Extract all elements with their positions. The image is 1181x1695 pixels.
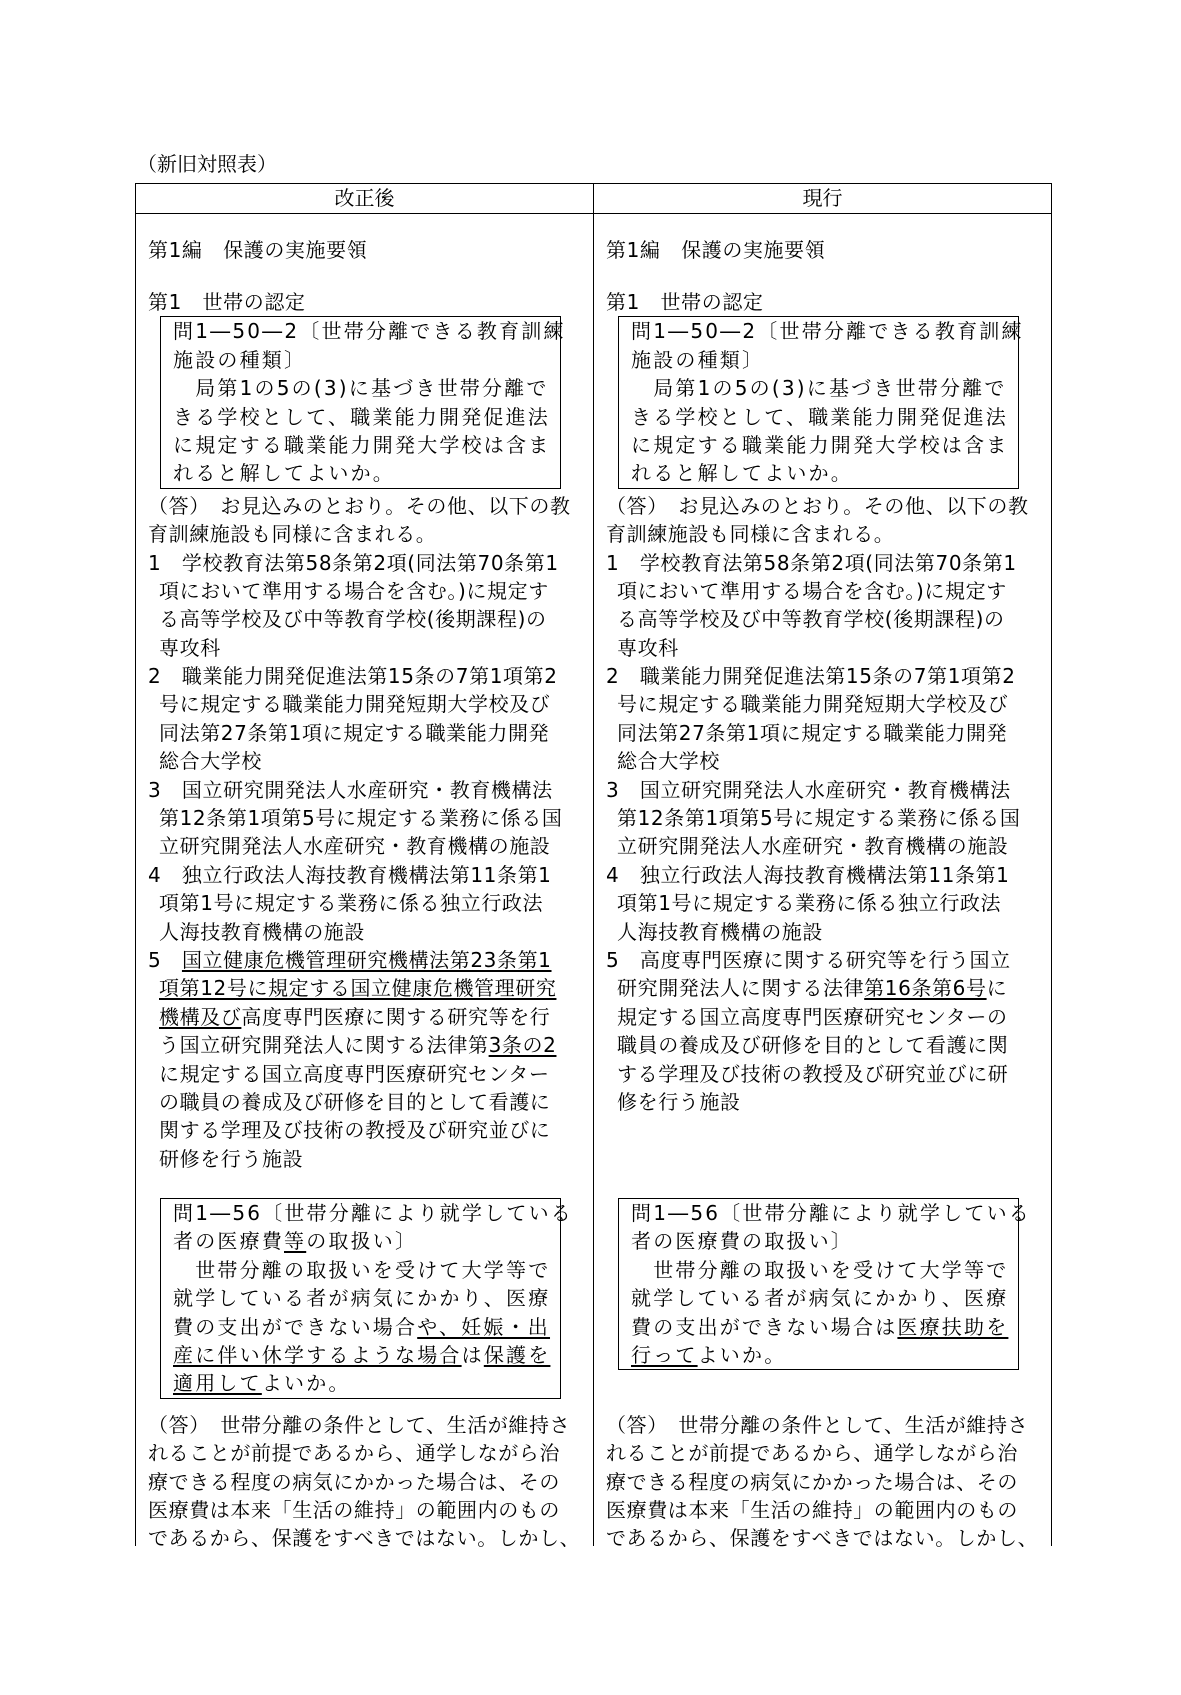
text-line	[173, 1227, 560, 1255]
text-line	[173, 1341, 560, 1369]
text-line	[148, 1439, 585, 1467]
text-segment: 修を行う施設	[617, 1089, 741, 1114]
text-segment: に規定する職業能力開発大学校は含ま	[173, 432, 551, 457]
text-line	[173, 317, 566, 345]
text-line	[606, 804, 1043, 832]
text-line	[606, 832, 1043, 860]
text-segment: 5	[148, 947, 182, 972]
text-segment: 第12条第1項第5号に規定する業務に係る国	[159, 806, 563, 831]
text-line	[173, 1284, 560, 1312]
text-line	[631, 1199, 1031, 1227]
document-title: （新旧対照表）	[137, 152, 277, 176]
text-segment: 育訓練施設も同様に含まれる。	[606, 522, 895, 547]
text-segment: に規定する職業能力開発大学校は含ま	[631, 432, 1009, 457]
text-line	[173, 431, 560, 459]
text-segment: きる学校として、職業能力開発促進法	[173, 404, 550, 429]
text-line	[606, 549, 1043, 577]
text-segment: 施設の種類〕	[173, 347, 307, 372]
text-segment: の職員の養成及び研修を目的として看護に	[159, 1089, 551, 1114]
text-line	[606, 520, 1043, 548]
text-line	[148, 236, 585, 264]
question-box	[160, 316, 566, 488]
text-segment: の取扱い〕	[306, 1229, 418, 1254]
text-line	[148, 634, 585, 662]
underlined-change: 3条の2	[488, 1033, 557, 1058]
text-line	[606, 1524, 1043, 1552]
paragraph	[606, 1411, 1043, 1553]
paragraph	[148, 1411, 585, 1553]
text-segment: であるから、保護をすべきではない。しかし、	[148, 1526, 581, 1551]
text-line	[148, 918, 585, 946]
text-line	[148, 605, 585, 633]
text-line	[631, 1256, 1018, 1284]
list-item	[606, 861, 1043, 946]
text-line	[148, 520, 585, 548]
text-line	[606, 690, 1043, 718]
underlined-change: 国立健康危機管理研究機構法第23条第1	[181, 947, 552, 972]
text-segment: れることが前提であるから、通学しながら治	[606, 1441, 1018, 1466]
text-line	[148, 1468, 585, 1496]
text-line	[606, 288, 1043, 316]
text-segment: 第1 世帯の認定	[148, 289, 306, 314]
text-line	[148, 1031, 585, 1059]
text-segment: 問1―50―2〔世帯分離できる教育訓練	[173, 319, 566, 344]
text-segment: 同法第27条第1項に規定する職業能力開発	[159, 720, 550, 745]
list-item	[148, 861, 585, 946]
text-segment: 1 学校教育法第58条第2項(同法第70条第1	[148, 550, 559, 575]
text-line	[606, 1060, 1043, 1088]
text-segment: よいか。	[261, 1371, 351, 1396]
text-line	[606, 1439, 1043, 1467]
text-line	[606, 1411, 1043, 1439]
text-line	[148, 776, 585, 804]
text-line	[606, 492, 1043, 520]
text-segment: 第1編 保護の実施要領	[606, 238, 826, 262]
text-segment: 5 高度専門医療に関する研究等を行う国立	[606, 947, 1011, 972]
text-line	[606, 974, 1043, 1002]
text-segment: 問1―56〔世帯分離により就学している	[173, 1201, 573, 1225]
list-item	[606, 776, 1043, 861]
text-line	[173, 1369, 560, 1397]
text-segment: 専攻科	[159, 635, 221, 660]
text-segment: る高等学校及び中等教育学校(後期課程)の	[617, 607, 1005, 632]
underlined-change: 保護を	[483, 1342, 551, 1367]
text-segment: 就学している者が病気にかかり、医療	[173, 1286, 551, 1311]
text-segment: （答） お見込みのとおり。その他、以下の教	[148, 493, 571, 518]
text-segment: 局第1の5の(3)に基づき世帯分離で	[173, 376, 549, 401]
text-segment: う国立研究開発法人に関する法律第	[159, 1033, 489, 1058]
text-line	[173, 1199, 573, 1227]
text-segment: 1 学校教育法第58条第2項(同法第70条第1	[606, 550, 1017, 575]
text-segment: 医療費は本来「生活の維持」の範囲内のもの	[606, 1497, 1018, 1522]
question-box	[618, 316, 1024, 488]
text-segment: 高度専門医療に関する研究等を行	[241, 1004, 551, 1029]
text-line	[606, 719, 1043, 747]
comparison-table	[135, 183, 1052, 1551]
text-line	[173, 1256, 560, 1284]
list-item	[148, 776, 585, 861]
column-current	[594, 184, 1051, 1551]
section-group-1	[606, 236, 1043, 1116]
text-segment: は	[461, 1342, 484, 1367]
text-segment: 号に規定する職業能力開発短期大学校及び	[159, 692, 551, 717]
text-line	[148, 747, 585, 775]
text-segment: 研究開発法人に関する法律	[617, 976, 865, 1001]
text-line	[148, 549, 585, 577]
text-line	[148, 1524, 585, 1552]
text-line	[148, 492, 585, 520]
text-segment: 世帯分離の取扱いを受けて大学等で	[631, 1257, 1009, 1282]
text-segment: 同法第27条第1項に規定する職業能力開発	[617, 720, 1008, 745]
text-line	[148, 1145, 585, 1173]
text-line	[606, 662, 1043, 690]
text-line	[148, 861, 585, 889]
text-line	[148, 974, 585, 1002]
text-segment: 育訓練施設も同様に含まれる。	[148, 522, 437, 547]
text-segment: 3 国立研究開発法人水産研究・教育機構法	[148, 777, 553, 802]
text-segment: 費の支出ができない場合	[173, 1314, 418, 1339]
text-segment: （答） 世帯分離の条件として、生活が維持さ	[148, 1412, 571, 1437]
text-line	[606, 1088, 1043, 1116]
text-line	[148, 1060, 585, 1088]
text-segment: 第1編 保護の実施要領	[148, 238, 368, 262]
text-line	[148, 719, 585, 747]
list-item	[148, 662, 585, 776]
text-line	[606, 918, 1043, 946]
text-segment: （答） お見込みのとおり。その他、以下の教	[606, 493, 1029, 518]
text-segment: 立研究開発法人水産研究・教育機構の施設	[617, 834, 1009, 859]
text-segment: 項第1号に規定する業務に係る独立行政法	[159, 891, 544, 916]
text-line	[173, 1313, 560, 1341]
text-line	[606, 1496, 1043, 1524]
underlined-change: 等	[284, 1229, 307, 1254]
text-segment: れることが前提であるから、通学しながら治	[148, 1441, 560, 1466]
list-item	[606, 662, 1043, 776]
text-segment: 2 職業能力開発促進法第15条の7第1項第2	[148, 664, 558, 689]
text-line	[631, 431, 1018, 459]
text-line	[631, 1313, 1018, 1341]
text-line	[148, 577, 585, 605]
text-segment: 規定する国立高度専門医療研究センターの	[617, 1004, 1008, 1029]
list-item	[606, 549, 1043, 663]
text-line	[631, 317, 1024, 345]
text-segment: 施設の種類〕	[631, 347, 765, 372]
text-line	[173, 403, 560, 431]
text-line	[631, 1284, 1018, 1312]
text-segment: 者の医療費の取扱い〕	[631, 1229, 853, 1254]
text-segment: 費の支出ができない場合は	[631, 1314, 898, 1339]
underlined-change: 医療扶助を	[897, 1314, 1009, 1339]
text-segment: に規定する国立高度専門医療研究センター	[159, 1061, 550, 1086]
text-segment: 項において準用する場合を含む。)に規定す	[617, 578, 1007, 603]
text-line	[631, 1227, 1018, 1255]
text-segment: 4 独立行政法人海技教育機構法第11条第1	[606, 862, 1010, 887]
paragraph	[148, 492, 585, 549]
text-line	[606, 1003, 1043, 1031]
text-segment: （答） 世帯分離の条件として、生活が維持さ	[606, 1412, 1029, 1437]
underlined-change: 項第12号に規定する国立健康危機管理研究	[159, 976, 557, 1001]
text-line	[606, 1468, 1043, 1496]
text-line	[148, 690, 585, 718]
text-segment: 世帯分離の取扱いを受けて大学等で	[173, 1257, 551, 1282]
section-group-2	[606, 1198, 1043, 1553]
text-segment: 職員の養成及び研修を目的として看護に関	[617, 1033, 1009, 1058]
text-line	[631, 459, 1018, 487]
text-segment: 療できる程度の病気にかかった場合は、その	[606, 1469, 1018, 1494]
text-segment: 医療費は本来「生活の維持」の範囲内のもの	[148, 1497, 560, 1522]
text-segment: る高等学校及び中等教育学校(後期課程)の	[159, 607, 547, 632]
text-segment: 第12条第1項第5号に規定する業務に係る国	[617, 806, 1021, 831]
column-header-current: 現行	[594, 184, 1051, 214]
column-revised	[136, 184, 594, 1551]
text-segment: 号に規定する職業能力開発短期大学校及び	[617, 692, 1009, 717]
column-header-revised: 改正後	[136, 184, 593, 214]
text-line	[148, 662, 585, 690]
text-segment: 人海技教育機構の施設	[159, 919, 365, 944]
text-segment: 専攻科	[617, 635, 679, 660]
text-line	[148, 1116, 585, 1144]
paragraph	[606, 288, 1043, 316]
text-line	[606, 776, 1043, 804]
underlined-change: 行って	[631, 1342, 698, 1367]
text-line	[148, 832, 585, 860]
text-line	[173, 459, 560, 487]
text-segment: れると解してよいか。	[173, 461, 395, 486]
text-segment: 総合大学校	[159, 749, 262, 774]
text-line	[606, 946, 1043, 974]
text-segment: 関する学理及び技術の教授及び研究並びに	[159, 1118, 551, 1143]
text-segment: に	[986, 976, 1008, 1001]
text-segment: 療できる程度の病気にかかった場合は、その	[148, 1469, 560, 1494]
text-segment: 問1―50―2〔世帯分離できる教育訓練	[631, 319, 1024, 344]
underlined-change: や、妊娠・出	[417, 1314, 551, 1339]
text-line	[173, 374, 560, 402]
paragraph	[148, 236, 585, 264]
text-segment: する学理及び技術の教授及び研究並びに研	[617, 1061, 1009, 1086]
text-segment: 研修を行う施設	[159, 1146, 304, 1171]
text-segment: 局第1の5の(3)に基づき世帯分離で	[631, 376, 1007, 401]
question-box	[160, 1198, 573, 1399]
question-box	[618, 1198, 1031, 1370]
text-line	[148, 288, 585, 316]
text-segment: であるから、保護をすべきではない。しかし、	[606, 1526, 1039, 1551]
underlined-change: 適用して	[173, 1371, 262, 1396]
text-line	[606, 236, 1043, 264]
text-segment: 3 国立研究開発法人水産研究・教育機構法	[606, 777, 1011, 802]
text-line	[631, 346, 1018, 374]
section-group-1	[148, 236, 585, 1173]
text-line	[606, 1031, 1043, 1059]
text-segment: 項第1号に規定する業務に係る独立行政法	[617, 891, 1002, 916]
section-group-2	[148, 1198, 585, 1553]
paragraph	[606, 236, 1043, 264]
text-line	[606, 577, 1043, 605]
text-segment: 人海技教育機構の施設	[617, 919, 823, 944]
text-segment: 総合大学校	[617, 749, 720, 774]
text-line	[606, 889, 1043, 917]
text-line	[148, 1088, 585, 1116]
list-item	[606, 946, 1043, 1116]
underlined-change: 機構及び	[159, 1004, 242, 1029]
text-segment: 者の医療費	[173, 1229, 284, 1254]
paragraph	[148, 288, 585, 316]
text-line	[631, 374, 1018, 402]
text-line	[606, 634, 1043, 662]
text-segment: 就学している者が病気にかかり、医療	[631, 1286, 1009, 1311]
list-item	[148, 549, 585, 663]
text-line	[148, 804, 585, 832]
text-line	[631, 1341, 1018, 1369]
text-line	[148, 1003, 585, 1031]
text-segment: きる学校として、職業能力開発促進法	[631, 404, 1008, 429]
underlined-change: 産に伴い休学するような場合	[173, 1342, 462, 1367]
text-line	[148, 889, 585, 917]
text-segment: 項において準用する場合を含む。)に規定す	[159, 578, 549, 603]
text-line	[148, 1496, 585, 1524]
text-segment: 立研究開発法人水産研究・教育機構の施設	[159, 834, 551, 859]
text-segment: れると解してよいか。	[631, 461, 853, 486]
paragraph	[606, 492, 1043, 549]
text-line	[606, 861, 1043, 889]
underlined-change: 第16条第6号	[864, 976, 987, 1001]
text-line	[606, 747, 1043, 775]
text-segment: 4 独立行政法人海技教育機構法第11条第1	[148, 862, 552, 887]
text-segment: 問1―56〔世帯分離により就学している	[631, 1201, 1031, 1225]
text-line	[173, 346, 560, 374]
text-segment: 第1 世帯の認定	[606, 289, 764, 314]
text-line	[148, 1411, 585, 1439]
list-item	[148, 946, 585, 1173]
text-line	[606, 605, 1043, 633]
text-line	[631, 403, 1018, 431]
text-line	[148, 946, 585, 974]
text-segment: 2 職業能力開発促進法第15条の7第1項第2	[606, 664, 1016, 689]
text-segment: よいか。	[697, 1342, 787, 1367]
